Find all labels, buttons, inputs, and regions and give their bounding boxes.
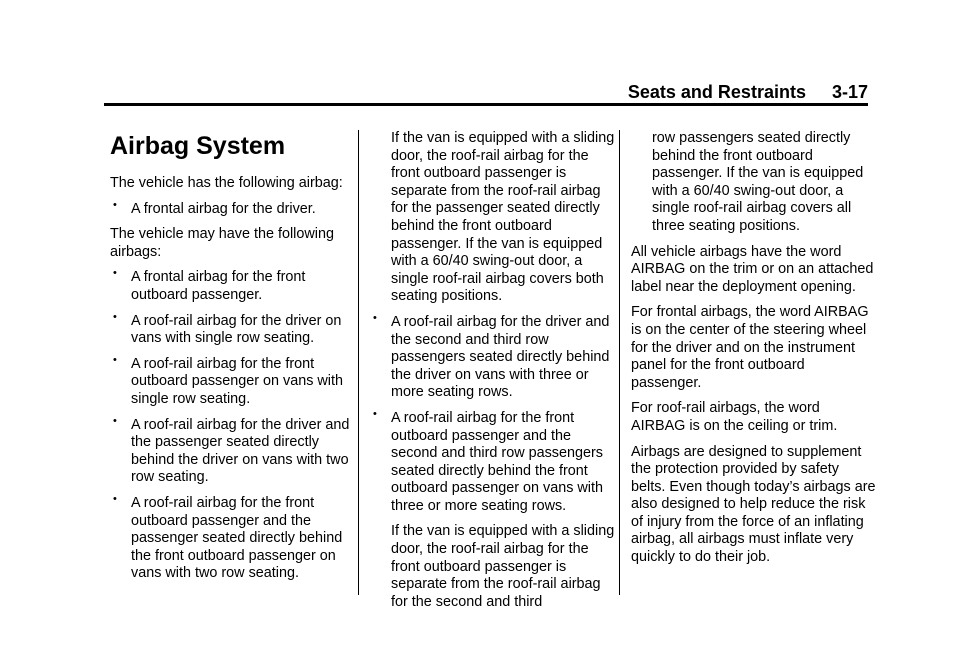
paragraph: For frontal airbags, the word AIRBAG is on the center of the steering wheel for the driver and on the instrument panel for the front outboard passenger. xyxy=(631,304,869,391)
bullet-text: A roof-rail airbag for the front outboard passenger and the passenger seated directly behind the front outboard passenger on vans with two row seating. xyxy=(131,494,343,582)
bullet-icon: • xyxy=(373,407,377,420)
paragraph: All vehicle airbags have the word AIRBAG on the trim or on an attached label near the deployment opening. xyxy=(631,243,874,295)
bullet-item xyxy=(110,492,355,583)
bullet-icon: • xyxy=(113,310,117,323)
bullet-item xyxy=(110,414,355,487)
continued-paragraph: If the van is equipped with a sliding door, the roof-rail airbag for the front outboard passenger is separate from the roof-rail airbag for the passenger seated directly behind the front outboard passenger. If the van is equipped with a 60/40 swing-out door, a single roof-rail airbag covers both seating positions. xyxy=(391,130,615,305)
bullet-icon: • xyxy=(113,492,117,505)
bullet-item xyxy=(110,269,355,304)
bullet-item xyxy=(370,311,615,402)
bullet-text: A frontal airbag for the driver. xyxy=(131,200,316,217)
bullet-item xyxy=(110,353,355,409)
continued-paragraph: row passengers seated directly behind the front outboard passenger. If the van is equipped with a 60/40 swing-out door, a single roof-rail airbag covers all three seating positions. xyxy=(652,130,864,234)
paragraph: The vehicle has the following airbag: xyxy=(110,175,343,191)
column-divider-2 xyxy=(619,130,620,595)
bullet-icon: • xyxy=(373,311,377,324)
bullet-item xyxy=(370,407,615,516)
page-number: 3-17 xyxy=(831,82,868,102)
bullet-text: A roof-rail airbag for the driver on vans with single row seating. xyxy=(131,312,342,347)
bullet-text: A roof-rail airbag for the driver and the passenger seated directly behind the driver on vans with two row seating. xyxy=(131,416,350,486)
column-1 xyxy=(110,130,355,591)
bullet-icon: • xyxy=(113,414,117,427)
bullet-text: A frontal airbag for the front outboard passenger. xyxy=(131,269,306,303)
paragraph: For roof-rail airbags, the word AIRBAG is on the ceiling or trim. xyxy=(631,400,838,434)
bullet-text: A roof-rail airbag for the driver and the second and third row passengers seated directly behind the driver on vans with three or more seating rows. xyxy=(391,313,610,401)
column-3 xyxy=(631,130,876,575)
bullet-text: A roof-rail airbag for the front outboard passenger on vans with single row seating. xyxy=(131,355,344,407)
paragraph: Airbags are designed to supplement the protection provided by safety belts. Even though today’s airbags are also designed to help reduce the risk of injury from the force of an inflating airbag, all airbags must inflate very quickly to do their job. xyxy=(631,443,876,566)
section-title: Seats and Restraints xyxy=(627,82,806,102)
column-divider-1 xyxy=(358,130,359,595)
bullet-icon: • xyxy=(113,353,117,366)
paragraph: The vehicle may have the following airbags: xyxy=(110,226,334,260)
page-heading: Airbag System xyxy=(110,132,286,160)
bullet-item xyxy=(110,198,355,219)
header-text xyxy=(628,82,868,102)
column-2 xyxy=(370,130,615,619)
indented-paragraph: If the van is equipped with a sliding door, the roof-rail airbag for the front outboard passenger is separate from the roof-rail airbag for the second and third xyxy=(391,523,615,610)
bullet-icon: • xyxy=(113,267,117,280)
bullet-item xyxy=(110,310,355,348)
bullet-text: A roof-rail airbag for the front outboard passenger and the second and third row passengers seated directly behind the front outboard passenger on vans with three or more seating rows. xyxy=(391,409,604,514)
bullet-icon: • xyxy=(113,198,117,211)
page-header xyxy=(104,82,868,102)
header-rule xyxy=(104,103,868,106)
